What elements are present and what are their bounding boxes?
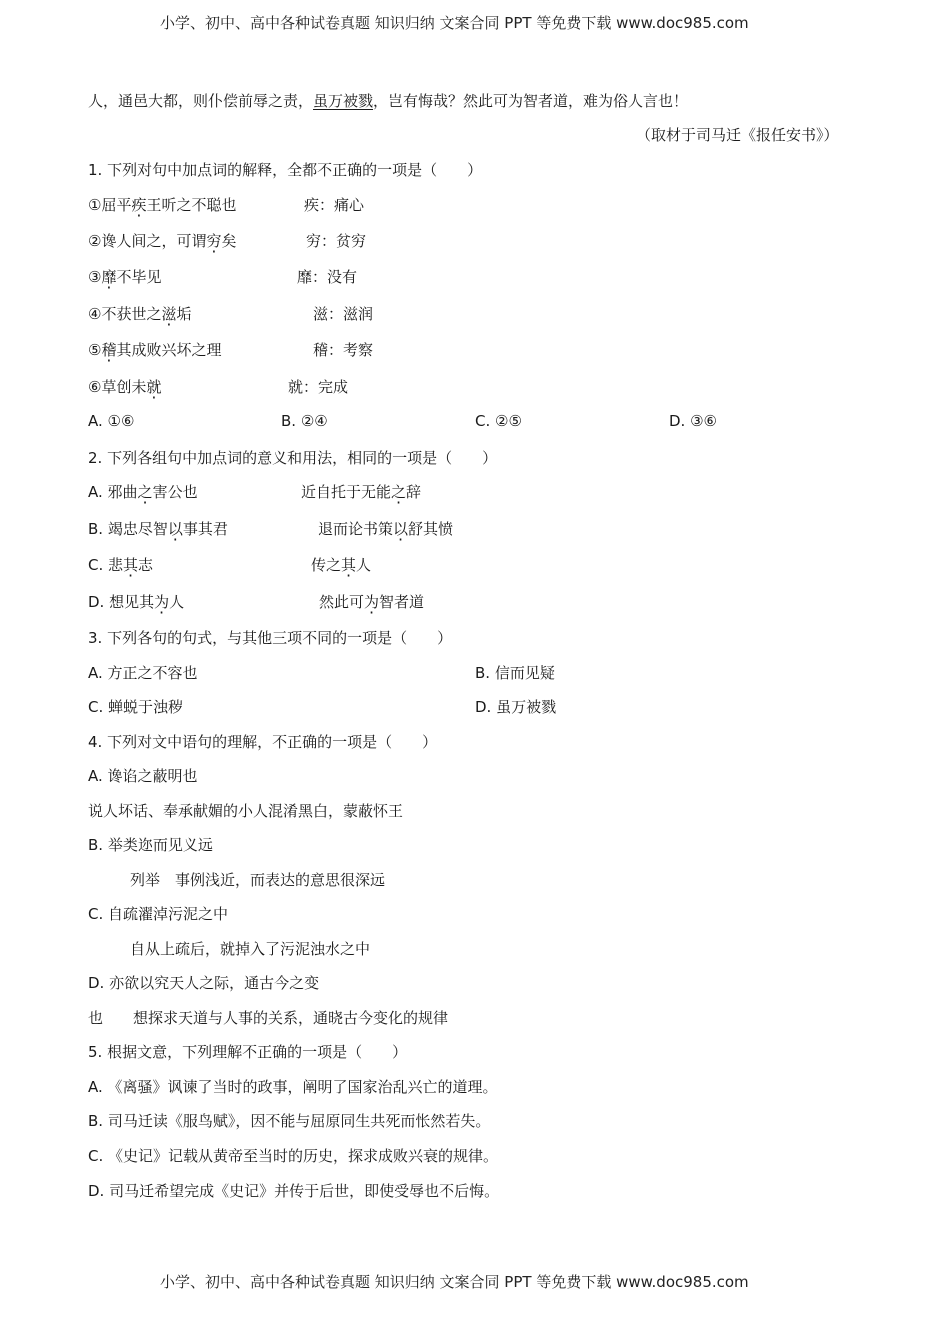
q3-option-a[interactable]: A. 方正之不容也 <box>88 664 198 682</box>
q1-dotted-word: 稽 <box>101 341 117 359</box>
q2-dotted-word: 以 <box>167 520 183 538</box>
q3-option-d[interactable]: D. 虽万被戮 <box>475 698 557 716</box>
q1-dotted-word: 就 <box>146 378 162 396</box>
q5-option-d[interactable]: D. 司马迁希望完成《史记》并传于后世，即使受辱也不后悔。 <box>88 1182 500 1200</box>
q4-stem: 4. 下列对文中语句的理解，不正确的一项是（ ） <box>88 733 438 751</box>
q5-option-b[interactable]: B. 司马迁读《服鸟赋》，因不能与屈原同生共死而怅然若失。 <box>88 1112 491 1130</box>
q1-gloss-6: 就：完成 <box>288 378 349 396</box>
q2-option-d[interactable]: D. 想见其为人 <box>88 593 185 611</box>
q2-dotted-word: 以 <box>393 520 409 538</box>
q2-option-a[interactable]: A. 邪曲之害公也 <box>88 483 198 501</box>
q1-item-3: ③靡不毕见 <box>88 268 162 286</box>
passage-text-pre: 人，通邑大都，则仆偿前辱之责， <box>88 92 314 110</box>
q4-option-a[interactable]: A. 谗谄之蔽明也 <box>88 767 198 785</box>
q4-option-b[interactable]: B. 举类迩而见义远 <box>88 836 213 854</box>
q4-option-b-explanation: 列举 事例浅近，而表达的意思很深远 <box>130 871 386 889</box>
q1-option-a[interactable]: A. ①⑥ <box>88 412 135 430</box>
q1-dotted-word: 滋 <box>161 305 177 323</box>
q1-dotted-word: 穷 <box>206 232 222 250</box>
q1-dotted-word: 靡 <box>101 268 117 286</box>
passage-text-post: ，岂有悔哉？然此可为智者道，难为俗人言也！ <box>373 92 689 110</box>
q2-option-b-pair: 退而论书策以舒其愤 <box>318 520 454 538</box>
q2-option-b[interactable]: B. 竭忠尽智以事其君 <box>88 520 228 538</box>
page-footer: 小学、初中、高中各种试卷真题 知识归纳 文案合同 PPT 等免费下载 www.doc985.com <box>160 1273 749 1291</box>
q1-item-1: ①屈平疾王听之不聪也 <box>88 196 237 214</box>
q2-dotted-word: 为 <box>154 593 170 611</box>
q2-option-c[interactable]: C. 悲其志 <box>88 556 154 574</box>
q2-dotted-word: 其 <box>341 556 357 574</box>
q1-gloss-2: 穷：贫穷 <box>306 232 367 250</box>
q3-stem: 3. 下列各句的句式，与其他三项不同的一项是（ ） <box>88 629 453 647</box>
q1-stem: 1. 下列对句中加点词的解释，全都不正确的一项是（ ） <box>88 161 483 179</box>
q2-option-c-pair: 传之其人 <box>311 556 372 574</box>
page-header: 小学、初中、高中各种试卷真题 知识归纳 文案合同 PPT 等免费下载 www.doc985.com <box>160 14 749 32</box>
passage-source: （取材于司马迁《报任安书》） <box>636 126 839 144</box>
q2-stem: 2. 下列各组句中加点词的意义和用法，相同的一项是（ ） <box>88 449 498 467</box>
q4-option-c[interactable]: C. 自疏濯淖污泥之中 <box>88 905 229 923</box>
q5-option-c[interactable]: C. 《史记》记载从黄帝至当时的历史，探求成败兴衰的规律。 <box>88 1147 499 1165</box>
q1-item-5: ⑤稽其成败兴坏之理 <box>88 341 222 359</box>
q2-option-a-pair: 近自托于无能之辞 <box>301 483 422 501</box>
q4-option-d-explanation: 也 想探求天道与人事的关系，通晓古今变化的规律 <box>88 1009 449 1027</box>
q4-option-a-explanation: 说人坏话、奉承献媚的小人混淆黑白，蒙蔽怀王 <box>88 802 404 820</box>
q2-dotted-word: 为 <box>364 593 380 611</box>
q1-item-4: ④不获世之滋垢 <box>88 305 192 323</box>
q3-option-c[interactable]: C. 蝉蜕于浊秽 <box>88 698 184 716</box>
q1-option-c[interactable]: C. ②⑤ <box>475 412 522 430</box>
passage-underlined-phrase: 虽万被戮 <box>313 92 374 110</box>
q2-dotted-word: 之 <box>391 483 407 501</box>
q4-option-c-explanation: 自从上疏后，就掉入了污泥浊水之中 <box>130 940 371 958</box>
q5-option-a[interactable]: A. 《离骚》讽谏了当时的政事，阐明了国家治乱兴亡的道理。 <box>88 1078 498 1096</box>
passage-line <box>88 90 688 111</box>
q2-dotted-word: 其 <box>123 556 139 574</box>
q1-gloss-1: 疾：痛心 <box>304 196 365 214</box>
q1-dotted-word: 疾 <box>131 196 147 214</box>
q1-gloss-3: 靡：没有 <box>297 268 358 286</box>
q2-option-d-pair: 然此可为智者道 <box>319 593 425 611</box>
q1-option-b[interactable]: B. ②④ <box>281 412 328 430</box>
q1-item-2: ②谗人间之，可谓穷矣 <box>88 232 237 250</box>
q3-option-b[interactable]: B. 信而见疑 <box>475 664 555 682</box>
q1-gloss-4: 滋：滋润 <box>313 305 374 323</box>
q2-dotted-word: 之 <box>137 483 153 501</box>
q4-option-d[interactable]: D. 亦欲以究天人之际，通古今之变 <box>88 974 320 992</box>
q5-stem: 5. 根据文意，下列理解不正确的一项是（ ） <box>88 1043 408 1061</box>
q1-item-6: ⑥草创未就 <box>88 378 162 396</box>
q1-gloss-5: 稽：考察 <box>313 341 374 359</box>
q1-option-d[interactable]: D. ③⑥ <box>669 412 717 430</box>
